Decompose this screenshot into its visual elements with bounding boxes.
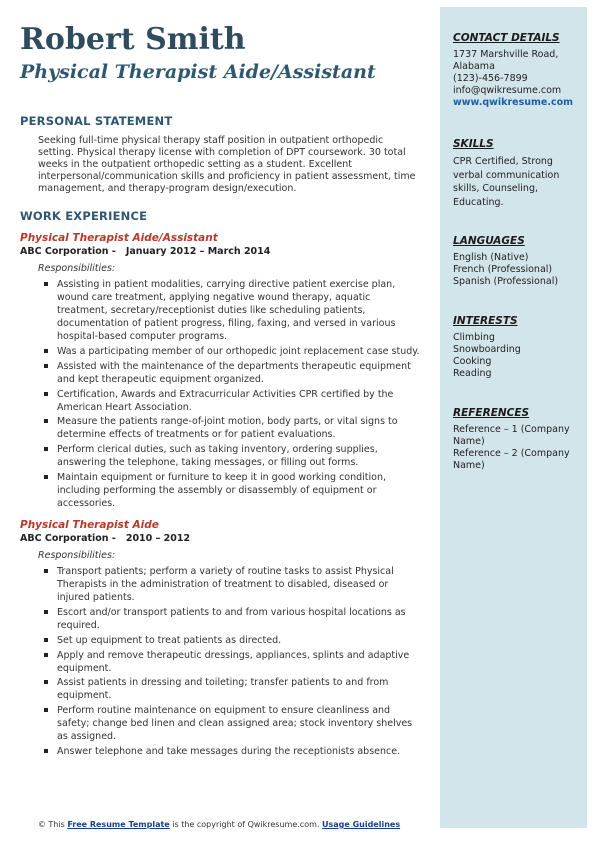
list-item: Set up equipment to treat patients as directed. xyxy=(57,634,420,647)
skills-heading: SKILLS xyxy=(453,138,494,150)
contact-website[interactable]: www.qwikresume.com xyxy=(453,97,574,108)
job-company-line xyxy=(20,532,420,545)
sidebar xyxy=(440,7,587,828)
skills-section xyxy=(445,109,582,209)
contact-address-line2: Alabama xyxy=(453,61,495,72)
personal-statement-heading: PERSONAL STATEMENT xyxy=(20,114,173,128)
footer-prefix: © This xyxy=(37,820,65,829)
list-item: Assist patients in dressing and toileting; transfer patients to and from equipment. xyxy=(57,676,420,702)
work-experience-heading: WORK EXPERIENCE xyxy=(20,209,148,223)
interests-section xyxy=(445,288,582,380)
list-item: Answer telephone and take messages during the receptionists absence. xyxy=(57,745,420,758)
list-item: Snowboarding xyxy=(453,344,521,355)
list-item: Certification, Awards and Extracurricular Activities CPR certified by the American Heart Association. xyxy=(57,388,420,414)
list-item: Transport patients; perform a variety of routine tasks to assist Physical Therapists in the administration of treatment to disabled, diseased or injured patients. xyxy=(57,565,420,604)
responsibilities-list xyxy=(20,565,420,758)
usage-guidelines-link[interactable]: Usage Guidelines xyxy=(321,820,401,829)
skills-text: CPR Certified, Strong verbal communication skills, Counseling, Educating. xyxy=(453,156,560,208)
interests-heading: INTERESTS xyxy=(453,315,518,327)
job-company: ABC Corporation - xyxy=(20,246,116,257)
list-item: Reading xyxy=(453,368,492,379)
contact-phone: (123)-456-7899 xyxy=(453,73,528,84)
responsibilities-list xyxy=(20,278,420,510)
contact-details xyxy=(453,49,576,109)
job-entry xyxy=(20,232,420,510)
contact-address-line1: 1737 Marshville Road, xyxy=(453,49,559,60)
list-item: English (Native) xyxy=(453,252,529,263)
list-item: Assisting in patient modalities, carrying directive patient exercise plan, wound care treatment, applying negative wound therapy, aquatic treatment, secretary/receptionist duties like scheduling patients, documentation of patient progress, filing, faxing, and versed in various hospital-based computer programs. xyxy=(57,278,420,343)
contact-email[interactable]: info@qwikresume.com xyxy=(453,85,562,96)
list-item: Reference – 2 (Company Name) xyxy=(453,448,570,471)
references-section xyxy=(445,380,582,472)
responsibilities-label: Responsibilities: xyxy=(38,550,116,562)
contact-heading: CONTACT DETAILS xyxy=(453,32,560,44)
references-heading: REFERENCES xyxy=(453,407,530,419)
list-item: French (Professional) xyxy=(453,264,553,275)
job-title: Physical Therapist Aide/Assistant xyxy=(20,232,218,244)
candidate-role: Physical Therapist Aide/Assistant xyxy=(20,61,376,83)
list-item: Apply and remove therapeutic dressings, appliances, splints and adaptive equipment. xyxy=(57,649,420,675)
languages-heading: LANGUAGES xyxy=(453,235,525,247)
copyright-footer xyxy=(0,820,438,829)
job-dates: January 2012 – March 2014 xyxy=(125,246,271,257)
job-title: Physical Therapist Aide xyxy=(20,519,159,532)
interests-list xyxy=(453,332,576,380)
list-item: Cooking xyxy=(453,356,492,367)
list-item: Assisted with the maintenance of the departments therapeutic equipment and kept therapeutic equipment organized. xyxy=(57,360,420,386)
candidate-name: Robert Smith xyxy=(20,22,246,57)
free-resume-template-link[interactable]: Free Resume Template xyxy=(67,820,170,829)
list-item: Reference – 1 (Company Name) xyxy=(453,424,570,447)
list-item: Climbing xyxy=(453,332,495,343)
job-company: ABC Corporation - xyxy=(20,533,116,545)
personal-statement-text: Seeking full-time physical therapy staff position in outpatient orthopedic setting. Physical therapy license with completion of DPT coursework. 30 total weeks in the outpatient orthopedic setting as a student. Excellent interpersonal/communication skills and proficiency in patient assessment, time management, and therapy-program design/execution. xyxy=(38,135,416,194)
list-item: Was a participating member of our orthopedic joint replacement case study. xyxy=(57,346,420,358)
contact-section xyxy=(445,12,582,109)
footer-middle: is the copyright of Qwikresume.com. xyxy=(172,820,320,829)
responsibilities-label: Responsibilities: xyxy=(38,263,116,274)
job-entry xyxy=(20,519,420,758)
references-list xyxy=(453,424,576,472)
list-item: Measure the patients range-of-joint motion, body parts, or vital signs to determine effects of treatments or for patient evaluations. xyxy=(57,415,420,441)
list-item: Spanish (Professional) xyxy=(453,276,559,287)
list-item: Perform clerical duties, such as taking inventory, ordering supplies, answering the telephone, taking messages, or filling out forms. xyxy=(57,443,420,469)
job-company-line xyxy=(20,245,420,258)
list-item: Maintain equipment or furniture to keep it in good working condition, including performing the assembly or disassembly of equipment or accessories. xyxy=(57,471,420,510)
job-dates: 2010 – 2012 xyxy=(125,533,191,545)
languages-list xyxy=(453,252,576,288)
list-item: Escort and/or transport patients to and from various hospital locations as required. xyxy=(57,606,420,632)
languages-section xyxy=(445,209,582,288)
list-item: Perform routine maintenance on equipment to ensure cleanliness and safety; change bed linen and clean assigned area; stock inventory shelves as assigned. xyxy=(57,704,420,743)
